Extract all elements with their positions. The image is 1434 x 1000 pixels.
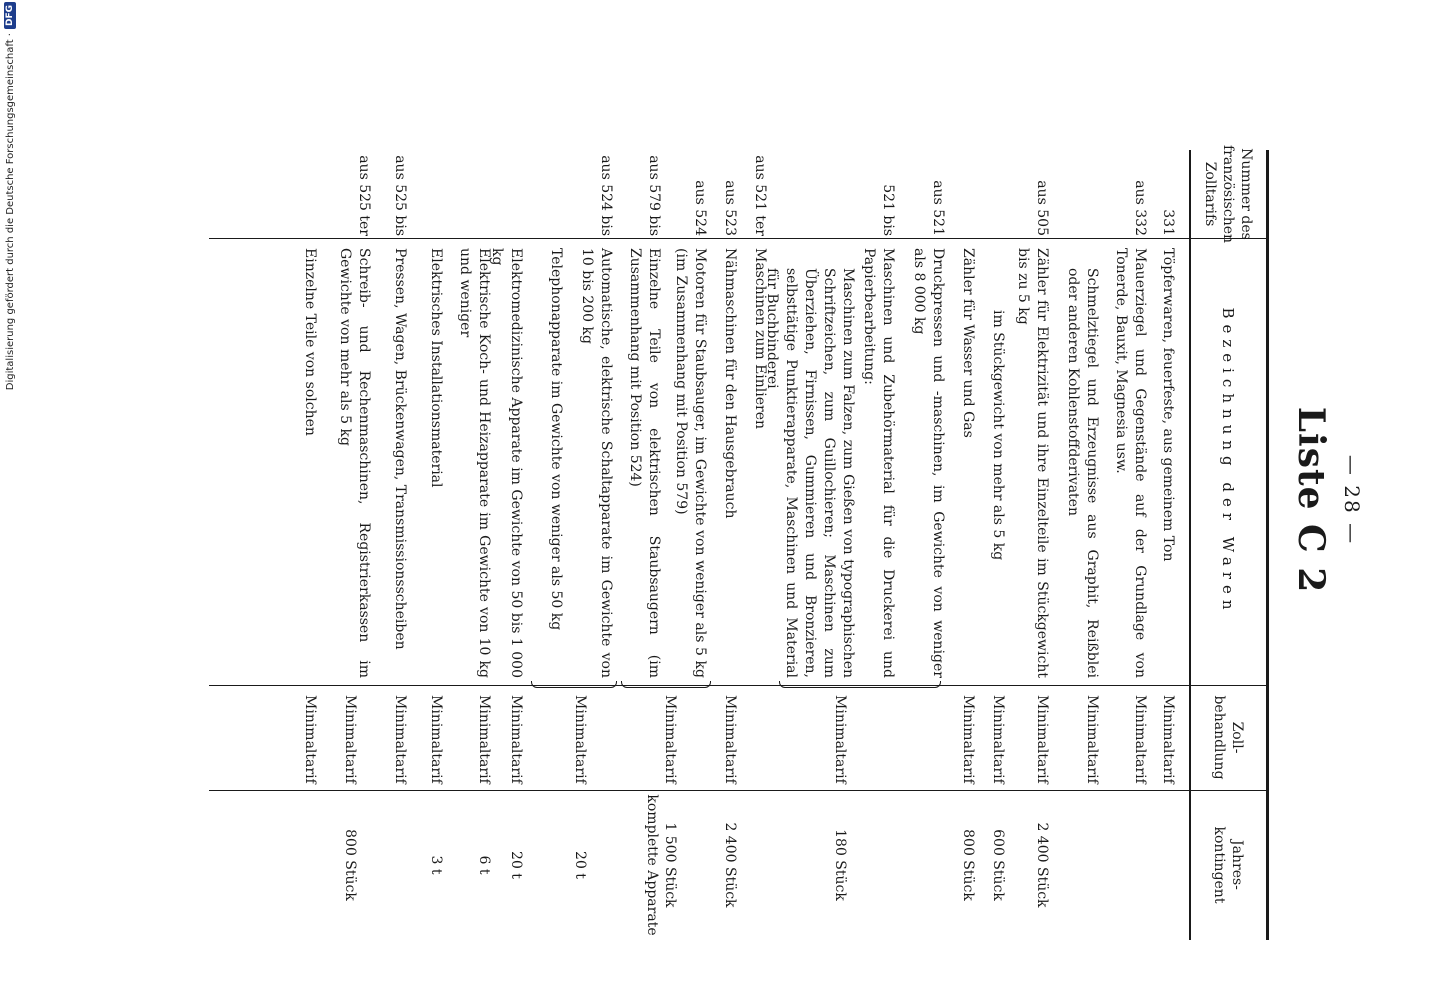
annual-quota: 180 Stück [832, 829, 848, 901]
tariff-table [209, 144, 1269, 940]
goods-description: Maschinen zum Falzen, zum Gießen von typographischen Schriftzeichen, zum Guillochieren; Maschinen zum Überziehen, Firnissen, Gummieren und Bronzieren, selbsttätige Punktierapparate, Maschinen und Material für Buchbinderei [764, 268, 856, 678]
table-top-rule [1266, 150, 1269, 940]
customs-treatment: Minimaltarif [476, 695, 492, 784]
goods-description: Maschinen zum Einlieren [752, 248, 768, 430]
customs-treatment: Minimaltarif [662, 695, 678, 784]
column-header-number: Nummer des französischen Zolltarifs [1202, 144, 1254, 244]
tariff-number: aus 525 bis [392, 155, 408, 236]
customs-treatment: Minimaltarif [1132, 695, 1148, 784]
page-number: — 28 — [1340, 454, 1364, 546]
customs-treatment: Minimaltarif [428, 695, 444, 784]
goods-description: Automatische, elektrische Schaltapparate im Gewichte von 10 bis 200 kg [579, 248, 614, 678]
customs-treatment: Minimaltarif [508, 695, 524, 784]
goods-description: Zähler für Wasser und Gas [960, 248, 976, 438]
tariff-number: 521 bis [880, 184, 896, 236]
customs-treatment: Minimaltarif [1160, 695, 1176, 784]
annual-quota: 3 t [428, 855, 444, 875]
customs-treatment: Minimaltarif [990, 695, 1006, 784]
column-header-quota: Jahres- kontingent [1211, 826, 1245, 904]
grouping-brace [531, 681, 617, 688]
tariff-number: aus 332 [1132, 180, 1148, 236]
tariff-number: aus 524 bis [598, 155, 614, 236]
tariff-number: aus 505 [1034, 180, 1050, 236]
document-title: Liste C 2 [1290, 406, 1332, 594]
annual-quota: 1 500 Stück komplette Apparate [644, 794, 678, 936]
column-divider [209, 790, 1269, 791]
margin-strip [0, 0, 20, 1000]
grouping-brace [779, 681, 941, 688]
goods-description: Elektrische Koch- und Heizapparate im Gewichte von 10 kg und weniger [457, 248, 492, 678]
annual-quota: 2 400 Stück [1034, 822, 1050, 908]
tariff-number: 331 [1160, 209, 1176, 236]
customs-treatment: Minimaltarif [342, 695, 358, 784]
tariff-number: aus 579 bis [646, 155, 662, 236]
goods-description: Einzelne Teile von elektrischen Staubsaugern (im Zusammenhang mit Position 524) [627, 248, 662, 678]
customs-treatment: Minimaltarif [572, 695, 588, 784]
column-header-description: Bezeichnung der Waren [1219, 307, 1237, 616]
annual-quota: 600 Stück [990, 829, 1006, 901]
annual-quota: 800 Stück [342, 829, 358, 901]
tariff-number: aus 524 [692, 180, 708, 236]
customs-treatment: Minimaltarif [302, 695, 318, 784]
tariff-number: aus 521 ter [752, 155, 768, 236]
goods-description: im Stückgewicht von mehr als 5 kg [990, 310, 1006, 561]
goods-description: Maschinen und Zubehörmaterial für die Druckerei und Papierbearbeitung: [861, 248, 896, 678]
tariff-number: aus 525 ter [356, 155, 372, 236]
customs-treatment: Minimaltarif [1034, 695, 1050, 784]
column-divider [209, 238, 1269, 239]
goods-description: Nähmaschinen für den Hausgebrauch [722, 248, 738, 519]
annual-quota: 6 t [476, 855, 492, 875]
digitization-note [4, 2, 16, 998]
goods-description: Elektromedizinische Apparate im Gewichte von 50 bis 1 000 kg [489, 248, 524, 678]
customs-treatment: Minimaltarif [1084, 695, 1100, 784]
goods-description: Einzelne Teile von solchen [302, 248, 318, 436]
annual-quota: 2 400 Stück [722, 822, 738, 908]
goods-description: Pressen, Wagen, Brückenwagen, Transmissionsscheiben [392, 248, 408, 650]
customs-treatment: Minimaltarif [392, 695, 408, 784]
goods-description: Töpferwaren, feuerfeste, aus gemeinem Ton [1160, 248, 1176, 562]
column-divider [209, 685, 1269, 686]
column-header-treatment: Zoll- behandlung [1211, 695, 1245, 780]
grouping-brace [621, 681, 711, 688]
tariff-number: aus 523 [722, 180, 738, 236]
goods-description: Mauerziegel und Gegenstände auf der Grundlage von Tonerde, Bauxit, Magnesia usw. [1113, 248, 1148, 678]
funding-text: Digitalisierung gefördert durch die Deutsche Forschungsgemeinschaft · [4, 33, 16, 391]
table-header-rule [1189, 150, 1191, 940]
dfg-logo: DFG [4, 2, 16, 29]
annual-quota: 800 Stück [960, 829, 976, 901]
customs-treatment: Minimaltarif [722, 695, 738, 784]
goods-description: Druckpressen und -maschinen, im Gewichte von weniger als 8 000 kg [911, 248, 946, 678]
goods-description: Schreib- und Rechenmaschinen, Registrierkassen im Gewichte von mehr als 5 kg [337, 248, 372, 678]
goods-description: Schmelztiegel und Erzeugnisse aus Graphit, Reißblei oder anderen Kohlenstoffderivaten [1065, 268, 1100, 678]
annual-quota: 20 t [572, 851, 588, 879]
annual-quota: 20 t [508, 851, 524, 879]
goods-description: Telephonapparate im Gewichte von weniger als 50 kg [548, 248, 564, 631]
goods-description: Motoren für Staubsauger, im Gewichte von weniger als 5 kg (im Zusammenhang mit Position 579) [673, 248, 708, 678]
goods-description: Elektrisches Installationsmaterial [428, 248, 444, 488]
customs-treatment: Minimaltarif [960, 695, 976, 784]
tariff-number: aus 521 [930, 180, 946, 236]
document-page [60, 0, 1434, 1000]
goods-description: Zähler für Elektrizität und ihre Einzelteile im Stückgewicht bis zu 5 kg [1015, 248, 1050, 678]
customs-treatment: Minimaltarif [832, 695, 848, 784]
